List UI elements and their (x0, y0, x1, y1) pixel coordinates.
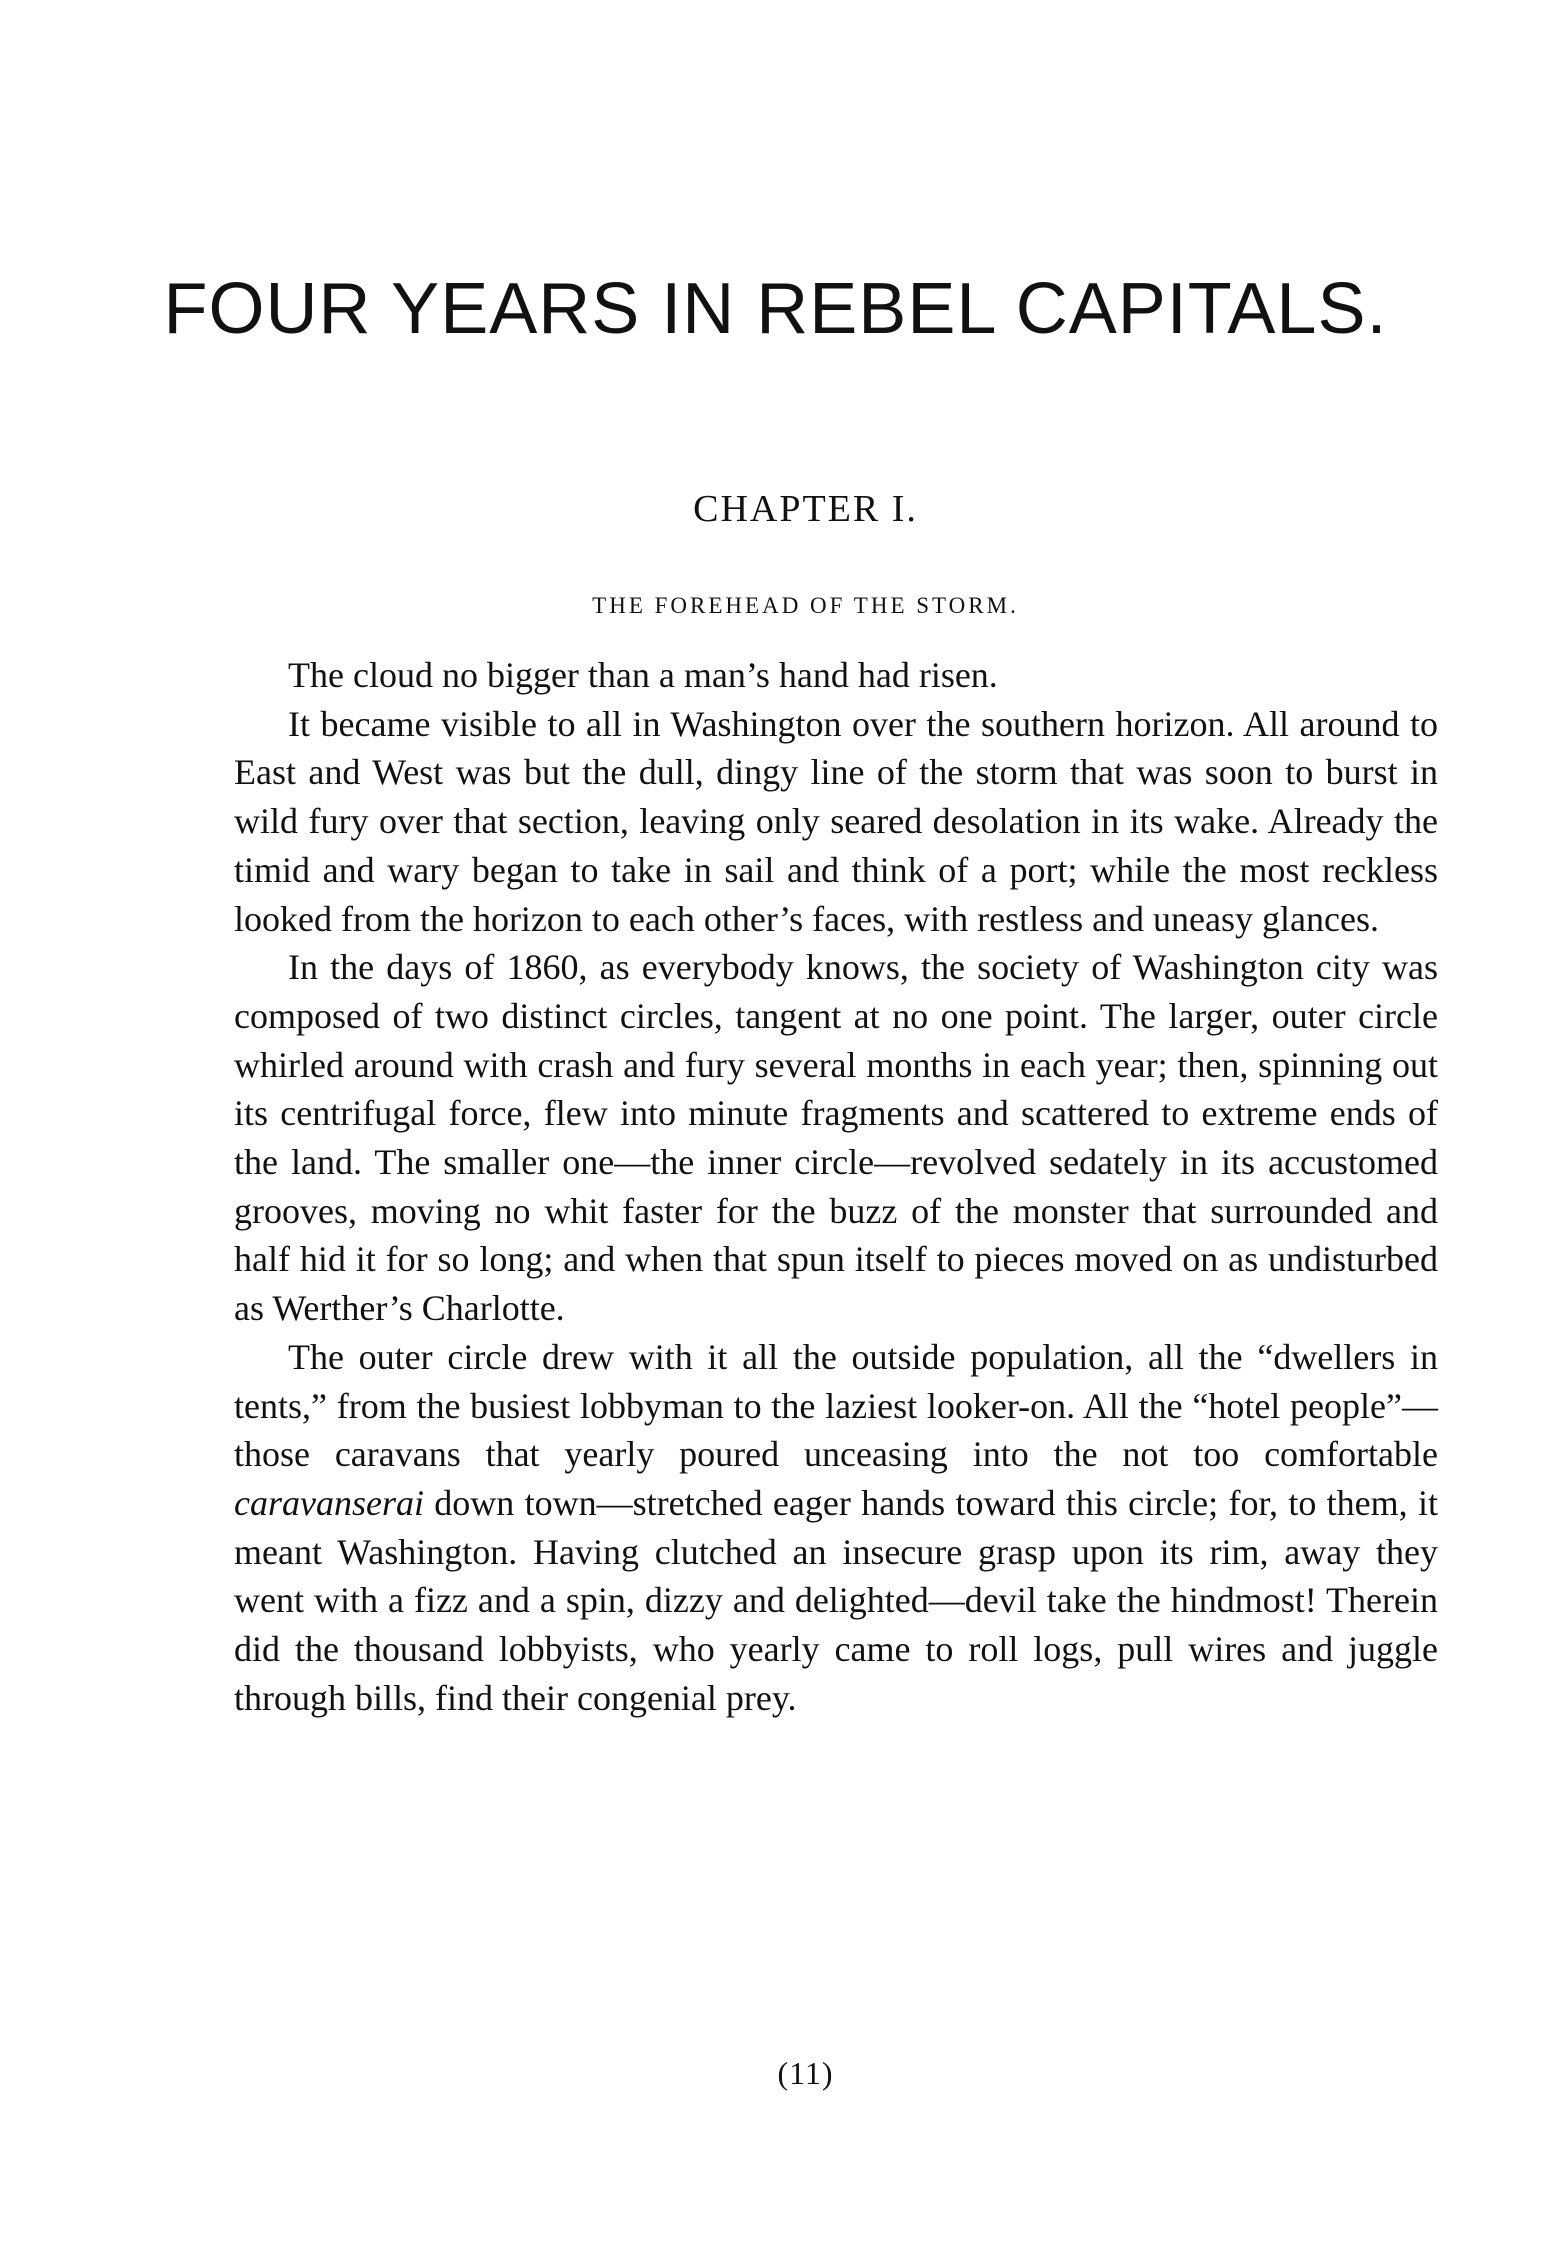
chapter-body (234, 651, 1438, 1722)
book-title: FOUR YEARS IN REBEL CAPITALS. (163, 269, 1388, 349)
paragraph-text: The outer circle drew with it all the outside population, all the “dwellers in tents,” from the busiest lobbyman to the laziest looker-on. All the “hotel people”—those caravans that yearly poured unceasing into the not too comfortable (234, 1336, 1438, 1475)
paragraph-text: down town—stretched eager hands toward this circle; for, to them, it meant Washington. Having clutched an insecure grasp upon its rim, away they went with a fizz and a spin, dizzy and delighted—devil take the hindmost! Therein did the thousand lobbyists, who yearly came to roll logs, pull wires and juggle through bills, find their congenial prey. (234, 1482, 1438, 1718)
paragraph: It became visible to all in Washington over the southern horizon. All around to East and West was but the dull, dingy line of the storm that was soon to burst in wild fury over that section, leaving only seared desolation in its wake. Already the timid and wary began to take in sail and think of a port; while the most reckless looked from the horizon to each other’s faces, with restless and uneasy glances. (234, 703, 1438, 939)
paragraph (234, 1333, 1438, 1723)
paragraph: In the days of 1860, as everybody knows, the society of Washington city was composed of two distinct circles, tangent at no one point. The larger, outer circle whirled around with crash and fury several months in each year; then, spinning out its centrifugal force, flew into minute fragments and scattered to extreme ends of the land. The smaller one—the inner circle—revolved sedately in its accustomed grooves, moving no whit faster for the buzz of the monster that surrounded and half hid it for so long; and when that spun itself to pieces moved on as undisturbed as Werther’s Charlotte. (234, 947, 1438, 1329)
page-number: (11) (777, 2055, 834, 2091)
italic-term: caravanserai (234, 1482, 424, 1523)
paragraph: The cloud no bigger than a man’s hand had risen. (288, 655, 998, 695)
chapter-subtitle: THE FOREHEAD OF THE STORM. (592, 593, 1019, 618)
chapter-heading: CHAPTER I. (693, 488, 918, 530)
